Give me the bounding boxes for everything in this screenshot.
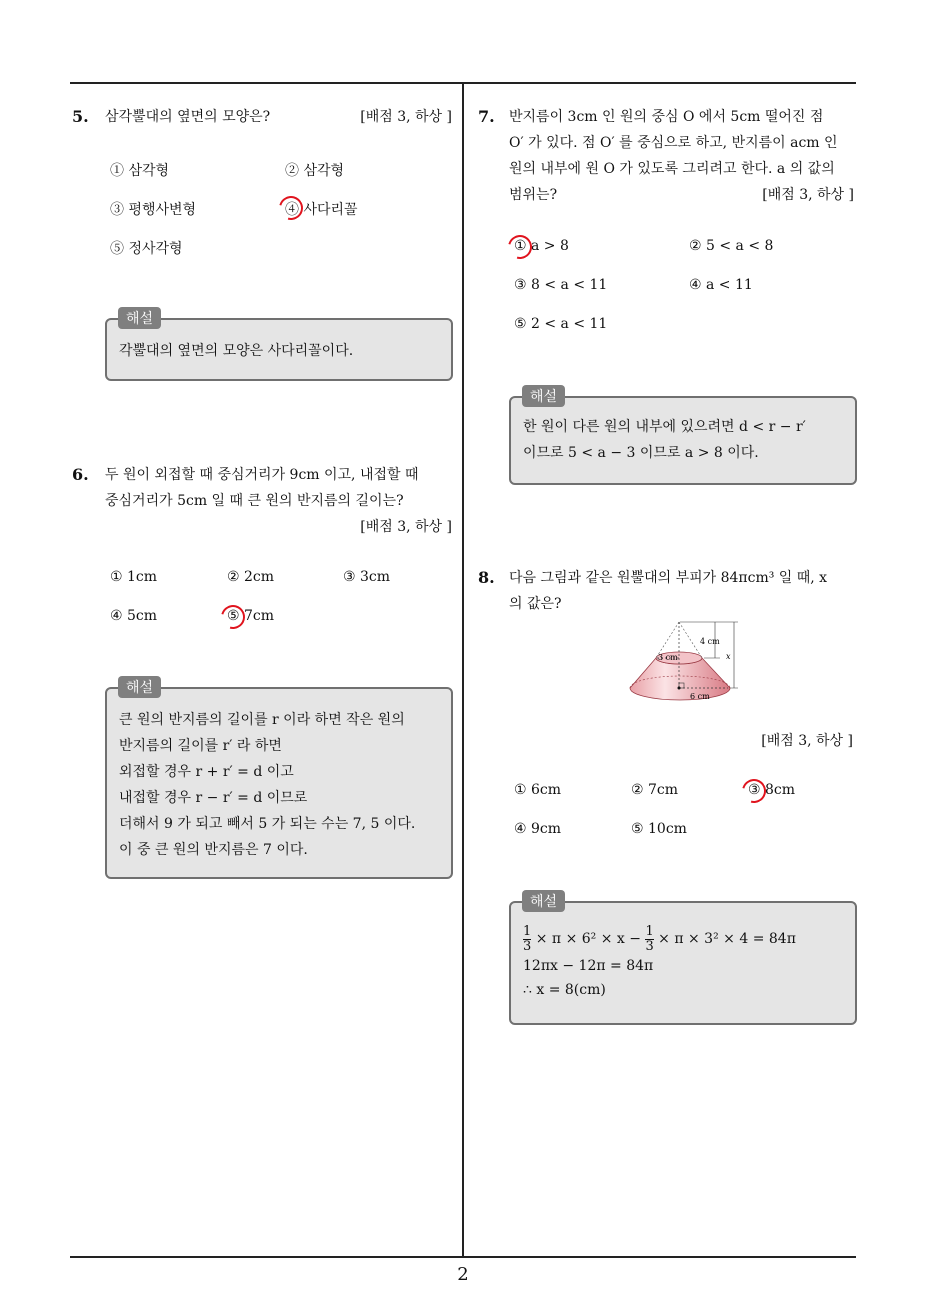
solution-tag: 해설: [522, 385, 565, 407]
solution-box-8: [509, 901, 857, 1025]
page-number: 2: [457, 1264, 469, 1285]
label-4cm: 4 cm: [700, 637, 720, 646]
question-text: 삼각뿔대의 옆면의 모양은?: [105, 109, 271, 125]
solution-line: 각뿔대의 옆면의 모양은 사다리꼴이다.: [119, 343, 354, 359]
solution-tag: 해설: [118, 676, 161, 698]
label-6cm: 6 cm: [690, 692, 710, 701]
fraction: [523, 925, 531, 954]
fraction: [645, 925, 653, 954]
choice-2[interactable]: ② 삼각형: [285, 163, 345, 179]
question-number: 5.: [72, 107, 89, 126]
fraction-den: 3: [645, 938, 654, 954]
fraction-num: 1: [645, 923, 654, 939]
solution-line-3: ∴ x = 8(cm): [523, 982, 606, 998]
solution-line: 큰 원의 반지름의 길이를 r 이라 하면 작은 원의: [119, 712, 405, 728]
solution-line: 외접할 경우 r + r′ = d 이고: [119, 764, 294, 780]
choice-4[interactable]: ④ 5cm: [110, 608, 158, 624]
question-text-line-1: 다음 그림과 같은 원뿔대의 부피가 84πcm³ 일 때, x: [509, 570, 828, 586]
choice-1[interactable]: ① 1cm: [110, 569, 158, 585]
solution-box-7: [509, 396, 857, 485]
choice-5[interactable]: ⑤ 7cm: [227, 608, 275, 624]
question-text-line-2: O′ 가 있다. 점 O′ 를 중심으로 하고, 반지름이 acm 인: [509, 135, 838, 151]
question-text-line-3: 원의 내부에 원 O 가 있도록 그리려고 한다. a 의 값의: [509, 161, 835, 177]
choice-3[interactable]: ③ 평행사변형: [110, 202, 197, 218]
choice-5[interactable]: ⑤ 정사각형: [110, 241, 183, 257]
solution-line: 이 중 큰 원의 반지름은 7 이다.: [119, 842, 308, 858]
answer-mark-circle: [217, 601, 250, 634]
center-dot: [678, 687, 681, 690]
center-divider: [462, 82, 464, 1257]
solution-line: 이므로 5 < a − 3 이므로 a > 8 이다.: [523, 445, 759, 461]
choice-5[interactable]: ⑤ 10cm: [631, 821, 687, 837]
choice-3[interactable]: ③ 8cm: [748, 782, 796, 798]
question-text-line-1: 반지름이 3cm 인 원의 중심 O 에서 5cm 떨어진 점: [509, 109, 824, 125]
question-text-line-2: 의 값은?: [509, 596, 562, 612]
choice-2[interactable]: ② 7cm: [631, 782, 679, 798]
question-number: 7.: [478, 107, 495, 126]
solution-term: × π × 3² × 4 = 84π: [658, 931, 796, 947]
solution-line: 내접할 경우 r − r′ = d 이므로: [119, 790, 308, 806]
choice-4[interactable]: ④ a < 11: [689, 277, 753, 293]
question-text-line-4: 범위는?: [509, 187, 558, 203]
question-text-line-2: 중심거리가 5cm 일 때 큰 원의 반지름의 길이는?: [105, 493, 404, 509]
score-meta: [배점 3, 하상 ]: [761, 733, 853, 749]
answer-mark-circle: [738, 775, 771, 808]
solution-tag: 해설: [522, 890, 565, 912]
question-number: 6.: [72, 465, 89, 484]
choice-2[interactable]: ② 5 < a < 8: [689, 238, 774, 254]
choice-1[interactable]: ① a > 8: [514, 238, 569, 254]
choice-3[interactable]: ③ 8 < a < 11: [514, 277, 608, 293]
label-3cm: 3 cm: [658, 653, 678, 662]
choice-1[interactable]: ① 6cm: [514, 782, 562, 798]
solution-line-1: [523, 923, 843, 955]
solution-term: × π × 6² × x −: [535, 931, 641, 947]
score-meta: [배점 3, 하상 ]: [762, 187, 854, 203]
solution-line: 한 원이 다른 원의 내부에 있으려면 d < r − r′: [523, 419, 806, 435]
frustum-figure: [620, 618, 750, 710]
solution-line: 더해서 9 가 되고 빼서 5 가 되는 수는 7, 5 이다.: [119, 816, 416, 832]
answer-mark-circle: [275, 192, 308, 225]
choice-2[interactable]: ② 2cm: [227, 569, 275, 585]
choice-4[interactable]: ④ 사다리꼴: [285, 202, 358, 218]
bottom-rule: [70, 1256, 856, 1258]
score-meta: [배점 3, 하상 ]: [360, 109, 452, 125]
choice-3[interactable]: ③ 3cm: [343, 569, 391, 585]
solution-tag: 해설: [118, 307, 161, 329]
question-number: 8.: [478, 568, 495, 587]
solution-line: 반지름의 길이를 r′ 라 하면: [119, 738, 282, 754]
choice-5[interactable]: ⑤ 2 < a < 11: [514, 316, 608, 332]
score-meta: [배점 3, 하상 ]: [360, 519, 452, 535]
fraction-den: 3: [523, 938, 532, 954]
question-text-line-1: 두 원이 외접할 때 중심거리가 9cm 이고, 내접할 때: [105, 467, 419, 483]
label-x: x: [726, 652, 731, 661]
choice-4[interactable]: ④ 9cm: [514, 821, 562, 837]
choice-1[interactable]: ① 삼각형: [110, 163, 170, 179]
fraction-num: 1: [523, 923, 532, 939]
answer-mark-circle: [504, 231, 537, 264]
solution-box-6: [105, 687, 453, 879]
solution-line-2: 12πx − 12π = 84π: [523, 958, 654, 974]
